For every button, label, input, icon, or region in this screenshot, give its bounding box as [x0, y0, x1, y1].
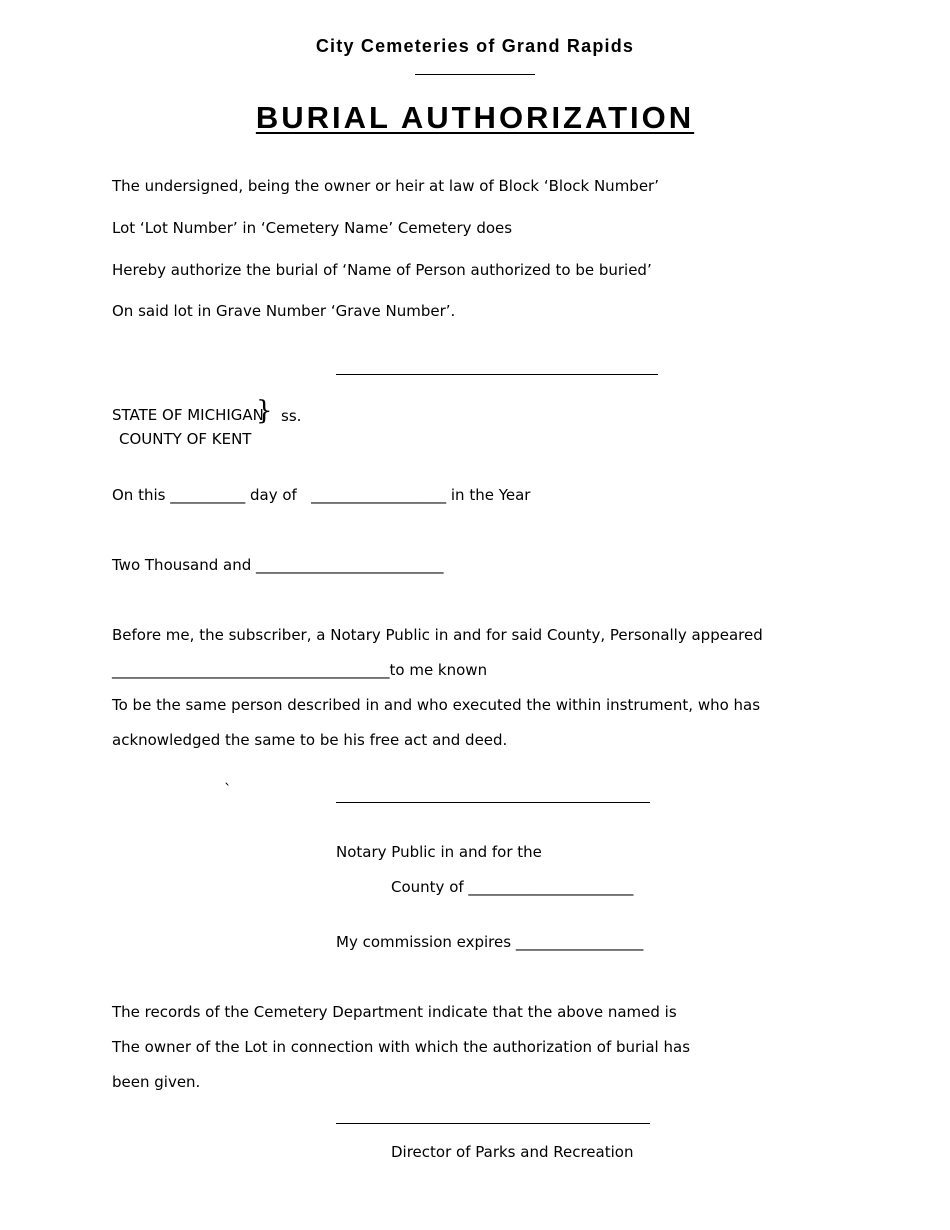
records-line-2: The owner of the Lot in connection with which the authorization of burial has	[112, 1038, 691, 1056]
year-line: Two Thousand and _________________________	[112, 556, 444, 574]
authorization-line-1: The undersigned, being the owner or heir at law of Block ‘Block Number’	[112, 177, 659, 195]
records-line-1: The records of the Cemetery Department indicate that the above named is	[112, 1003, 677, 1021]
venue-county: COUNTY OF KENT	[119, 430, 252, 448]
venue-brace: }	[256, 396, 273, 426]
notary-county-line: County of ______________________	[391, 878, 634, 896]
owner-signature-line	[336, 374, 658, 375]
commission-expires-line: My commission expires _________________	[336, 933, 644, 951]
notary-statement-line-3: To be the same person described in and who executed the within instrument, who has	[112, 696, 761, 714]
document-title-text: BURIAL AUTHORIZATION	[255, 100, 695, 135]
venue-state: STATE OF MICHIGAN	[112, 406, 264, 424]
notary-statement-line-1: Before me, the subscriber, a Notary Public in and for said County, Personally appeared	[112, 626, 763, 644]
authorization-line-2: Lot ‘Lot Number’ in ‘Cemetery Name’ Cemetery does	[112, 219, 513, 237]
venue-ss: ss.	[281, 407, 302, 425]
notary-signature-line	[336, 802, 650, 803]
authorization-line-4: On said lot in Grave Number ‘Grave Number’.	[112, 302, 456, 320]
notary-block-line: Notary Public in and for the	[336, 843, 542, 861]
document-title	[0, 100, 950, 136]
stray-mark: `	[224, 781, 232, 799]
director-signature-line	[336, 1123, 650, 1124]
date-line: On this __________ day of __________________ in the Year	[112, 486, 531, 504]
director-label: Director of Parks and Recreation	[391, 1143, 634, 1161]
header-divider	[415, 74, 535, 75]
notary-statement-line-2: _____________________________________to me known	[112, 661, 488, 679]
notary-statement-line-4: acknowledged the same to be his free act and deed.	[112, 731, 508, 749]
authorization-line-3: Hereby authorize the burial of ‘Name of Person authorized to be buried’	[112, 261, 652, 279]
records-line-3: been given.	[112, 1073, 201, 1091]
organization-name: City Cemeteries of Grand Rapids	[315, 36, 635, 56]
